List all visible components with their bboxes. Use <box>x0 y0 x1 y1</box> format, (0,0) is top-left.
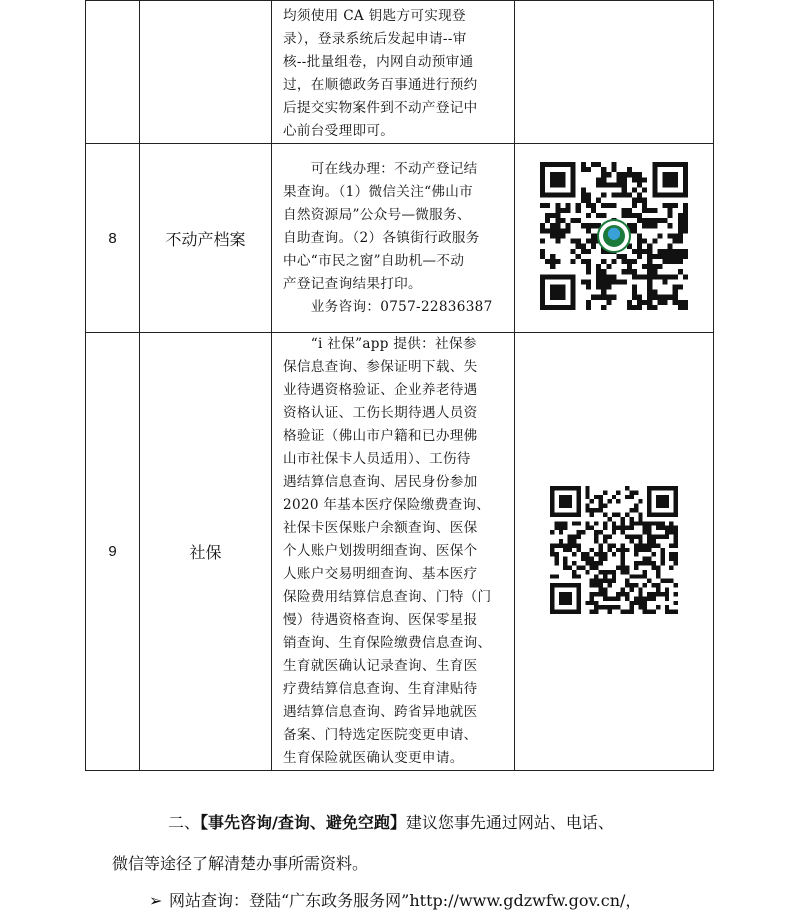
bullet-text[interactable]: 网站查询：登陆“广东政务服务网”http://www.gdzwfw.gov.cn/， <box>169 891 642 910</box>
description-cell <box>272 1 515 144</box>
emblem-icon <box>597 219 631 253</box>
item-name-cell <box>140 1 272 144</box>
description-text: 可在线办理：不动产登记结 果查询。（1）微信关注“佛山市 自然资源局”公众号—微服务、 自助查询。（2）各镇街行政服务 中心“市民之窗”自助机—不动 产登记查询结果打印。 业务咨询：0757-22836387 <box>283 160 493 315</box>
description-text: “i 社保”app 提供：社保参 保信息查询、参保证明下载、失 业待遇资格验证、企业养老待遇 资格认证、工伤长期待遇人员资 格验证（佛山市户籍和已办理佛 山市社保卡人员适用）、工伤待 遇结算信息查询、居民身份参加 2020 年基本医疗保险缴费查询、 社保卡医保账户余额查询、医保 个人账户划拨明细查询、医保个 人账户交易明细查询、基本医疗 保险费用结算信息查询、门特（门 慢）待遇资格查询、医保零星报 销查询、生育保险缴费信息查询、 生育就医确认记录查询、生育医 疗费结算信息查询、生育津贴待 遇结算信息查询、跨省异地就医 备案、门特选定医院变更申请、 生育保险就医确认变更申请。 <box>283 336 492 766</box>
description-cell <box>272 333 515 771</box>
qr-cell <box>515 1 714 144</box>
qr-cell <box>515 333 714 771</box>
service-table <box>85 0 714 771</box>
qr-cell <box>515 144 714 333</box>
table-row <box>86 333 714 771</box>
section-prefix: 二、 <box>168 813 201 832</box>
qr-code-icon[interactable] <box>540 162 688 310</box>
qr-code-icon[interactable] <box>550 486 678 614</box>
bullet-item-website <box>149 880 641 921</box>
section-two-line1 <box>112 802 712 843</box>
row-number: 8 <box>86 144 140 333</box>
section-heading: 【事先咨询/查询、避免空跑】 <box>200 813 406 832</box>
description-cell <box>272 144 515 333</box>
row-number: 9 <box>86 333 140 771</box>
row-number-cell <box>86 1 140 144</box>
bullet-arrow-icon: ➢ <box>149 891 163 910</box>
section-two <box>112 802 712 884</box>
section-two-line2: 微信等途径了解清楚办事所需资料。 <box>112 854 369 873</box>
table-row <box>86 1 714 144</box>
description-text: 均须使用 CA 钥匙方可实现登 录），登录系统后发起申请--审 核--批量组卷，内网自动预审通 过，在顺德政务百事通进行预约 后提交实物案件到不动产登记中 心前台受理即可。 <box>283 8 478 139</box>
table-row <box>86 144 714 333</box>
section-text: 建议您事先通过网站、电话、 <box>405 813 614 832</box>
item-name: 不动产档案 <box>140 144 272 333</box>
item-name: 社保 <box>140 333 272 771</box>
